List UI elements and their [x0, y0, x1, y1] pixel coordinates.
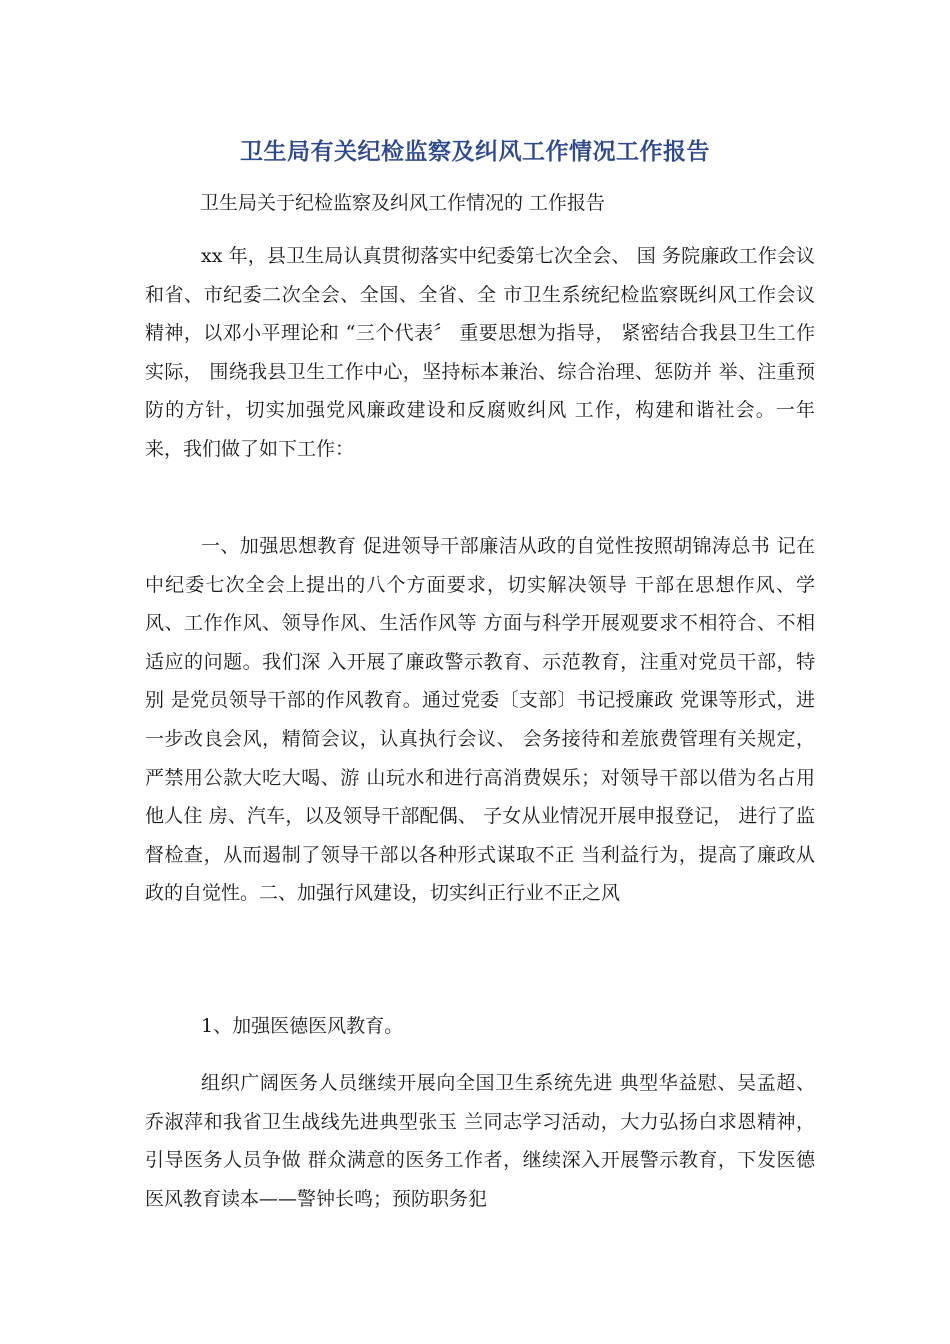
paragraph-section-one: 一、加强思想教育 促进领导干部廉洁从政的自觉性按照胡锦涛总书 记在中纪委七次全会上提出的八个方面要求，切实解决领导 干部在思想作风、学风、工作作风、领导作风、生活作风等 方面与科学开展观要求不相符合、不相适应的问题。我们深 入开展了廉政警示教育、示范教育，注重对党员干部，特别 是党员领导干部的作风教育。通过党委〔支部〕书记授廉政 党课等形式，进一步改良会风，精简会议，认真执行会议、 会务接待和差旅费管理有关规定，严禁用公款大吃大喝、游 山玩水和进行高消费娱乐；对领导干部以借为名占用他人住 房、汽车，以及领导干部配偶、 子女从业情况开展申报登记， 进行了监督检查，从而遏制了领导干部以各种形式谋取不正 当利益行为，提高了廉政从政的自觉性。二、加强行风建设，切实纠正行业不正之风	[145, 535, 815, 905]
paragraph-subheading-1: 1、加强医德医风教育。	[201, 1015, 404, 1037]
paragraph-medical-ethics: 组织广阔医务人员继续开展向全国卫生系统先进 典型华益慰、吴孟超、乔淑萍和我省卫生战线先进典型张玉 兰同志学习活动，大力弘扬白求恩精神，引导医务人员争做 群众满意的医务工作者，继续深入开展警示教育，下发医德 医风教育读本——警钟长鸣；预防职务犯	[145, 1072, 815, 1210]
document-subtitle: 卫生局关于纪检监察及纠风工作情况的 工作报告	[200, 192, 606, 214]
document-title: 卫生局有关纪检监察及纠风工作情况工作报告	[240, 139, 710, 165]
paragraph-intro: xx 年，县卫生局认真贯彻落实中纪委第七次全会、 国 务院廉政工作会议和省、市纪委二次全会、全国、全省、全 市卫生系统纪检监察既纠风工作会议精神，以邓小平理论和 “三个代表〞 重要思想为指导， 紧密结合我县卫生工作实际， 围绕我县卫生工作中心，坚持标本兼治、综合治理、惩防并 举、注重预防的方针，切实加强党风廉政建设和反腐败纠风 工作，构建和谐社会。一年来，我们做了如下工作：	[145, 245, 815, 460]
